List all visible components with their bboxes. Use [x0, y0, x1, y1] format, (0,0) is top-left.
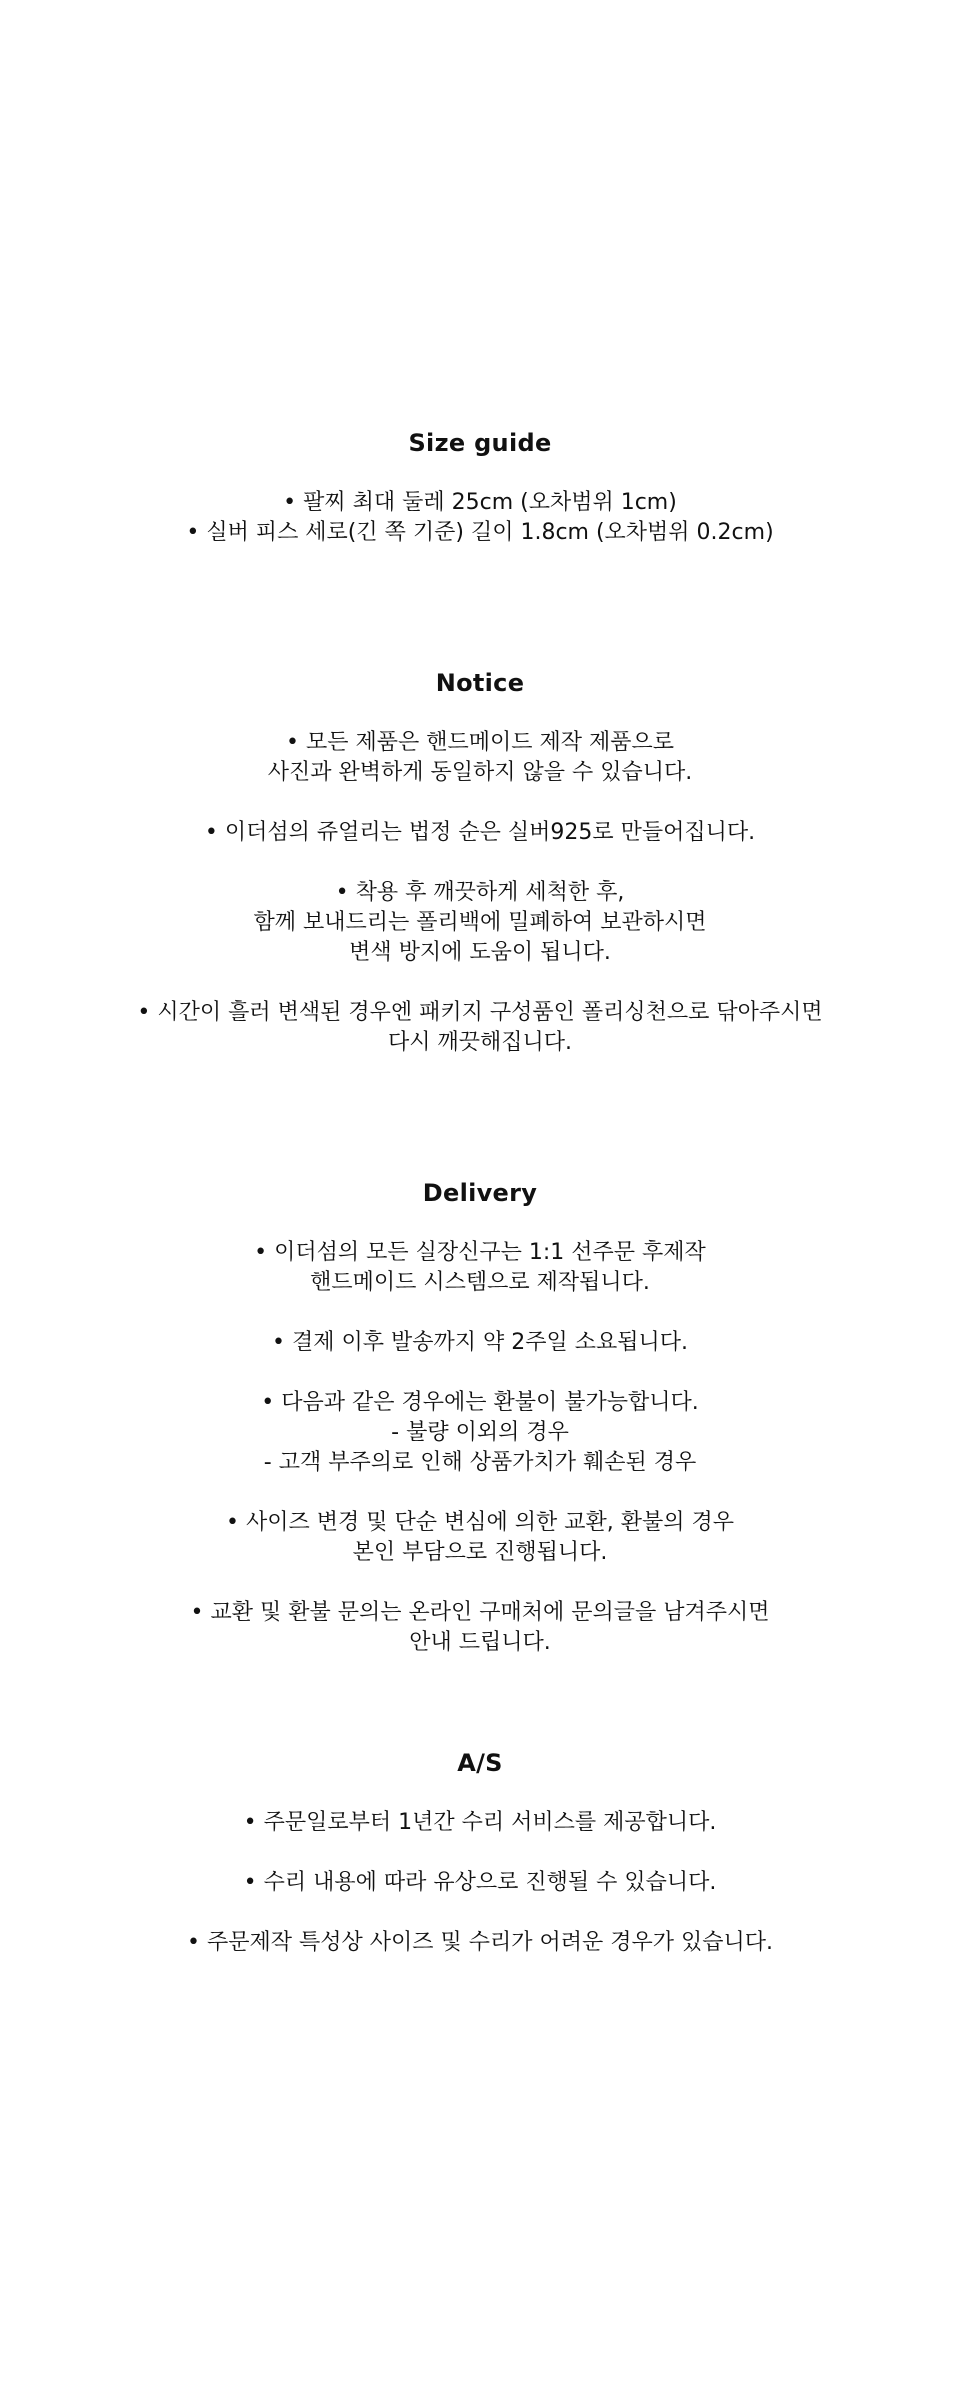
notice-section: [0, 668, 960, 1058]
delivery-line: 본인 부담으로 진행됩니다.: [352, 1540, 608, 1565]
size-guide-line: • 실버 피스 세로(긴 쪽 기준) 길이 1.8cm (오차범위 0.2cm): [186, 520, 774, 545]
as-section: [0, 1748, 960, 1958]
delivery-line: • 사이즈 변경 및 단순 변심에 의한 교환, 환불의 경우: [226, 1510, 734, 1535]
delivery-section: [0, 1178, 960, 1658]
as-title: A/S: [457, 1749, 503, 1777]
size-guide-line: • 팔찌 최대 둘레 25cm (오차범위 1cm): [283, 490, 677, 515]
as-line: • 주문일로부터 1년간 수리 서비스를 제공합니다.: [243, 1810, 717, 1835]
delivery-title: Delivery: [422, 1179, 538, 1207]
notice-line: • 착용 후 깨끗하게 세척한 후,: [335, 880, 625, 905]
notice-line: 다시 깨끗해집니다.: [387, 1030, 572, 1055]
as-line: • 수리 내용에 따라 유상으로 진행될 수 있습니다.: [243, 1870, 717, 1895]
size-guide-section: [0, 428, 960, 548]
size-guide-title: Size guide: [408, 429, 552, 457]
delivery-line: 안내 드립니다.: [409, 1630, 551, 1655]
notice-line: • 모든 제품은 핸드메이드 제작 제품으로: [286, 730, 674, 755]
notice-line: • 이더섬의 쥬얼리는 법정 순은 실버925로 만들어집니다.: [204, 820, 756, 845]
notice-line: • 시간이 흘러 변색된 경우엔 패키지 구성품인 폴리싱천으로 닦아주시면: [137, 1000, 823, 1025]
delivery-line: 핸드메이드 시스템으로 제작됩니다.: [310, 1270, 650, 1295]
delivery-line: - 불량 이외의 경우: [391, 1420, 569, 1445]
notice-line: 함께 보내드리는 폴리백에 밀폐하여 보관하시면: [253, 910, 707, 935]
delivery-line: - 고객 부주의로 인해 상품가치가 훼손된 경우: [263, 1450, 697, 1475]
notice-title: Notice: [435, 669, 525, 697]
notice-line: 사진과 완벽하게 동일하지 않을 수 있습니다.: [267, 760, 693, 785]
delivery-line: • 교환 및 환불 문의는 온라인 구매처에 문의글을 남겨주시면: [190, 1600, 770, 1625]
delivery-line: • 결제 이후 발송까지 약 2주일 소요됩니다.: [272, 1330, 688, 1355]
as-line: • 주문제작 특성상 사이즈 및 수리가 어려운 경우가 있습니다.: [187, 1930, 773, 1955]
delivery-line: • 다음과 같은 경우에는 환불이 불가능합니다.: [261, 1390, 699, 1415]
delivery-line: • 이더섬의 모든 실장신구는 1:1 선주문 후제작: [254, 1240, 706, 1265]
notice-line: 변색 방지에 도움이 됩니다.: [349, 940, 611, 965]
